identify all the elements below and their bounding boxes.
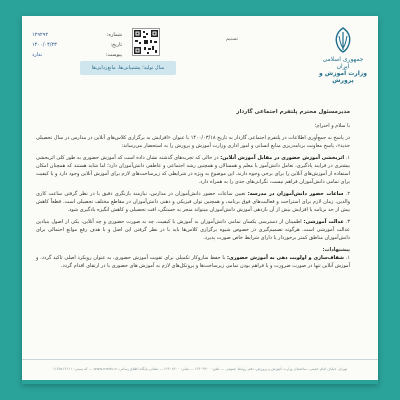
list-item: ۳. عدالت آموزشی: اطمینان از دسترسی یکسان تمامی دانش‌آموزان به آموزش با کیفیت، چه به صورت حضوری و چه آنلاین، یکی از اصول بنیادین عدالت آموزشی است. هرگونه تصمیم‌گیری در خصوص شیوه برگزاری کلاس‌ها باید با در نظر گرفتن این اصل و با هدف رفع موانع احتمالی برای دانش‌آموزان مناطق کمتر برخوردار یا دارای شرایط خاص صورت پذیرد. — [36, 219, 351, 241]
letter-page — [22, 16, 378, 384]
letter-footer — [22, 359, 378, 384]
national-emblem-icon — [328, 26, 358, 54]
intro-paragraph: در پاسخ به جمع‌آوری اطلاعات در پلتفرم اجتماعی گاردار به تاریخ ۱۴۰۰/۰۳/۱۸ با عنوان «افزایش به برگزاری کلاس‌های آنلاین در مدارس در سال تحصیلی جدید»، پاسخ معاونت برنامه‌ریزی منابع انسانی و امور اداری وزارت آموزش و پرورش را به استحضار می‌رساند: — [36, 135, 351, 149]
letter-body — [36, 108, 350, 274]
letter-header — [22, 16, 378, 96]
footer-accent-bar — [22, 380, 378, 384]
suggestion-item: ۱. شفاف‌سازی و اولویت دهی به آموزش حضوری: با حفظ سازوکار تکمیلی برای تقویت آموزش حضوری، به عنوان رویکرد اصلی تاکید گردد. و آموزش آنلاین تنها در صورت ضرورت و با فراهم بودن تمامی زیرساخت‌ها و پروتکل‌های لازم به آموزش های حضوری یا در ارتقای اقدام گردد. — [36, 255, 350, 269]
meta-values: ۱۲۹۲۹۲ ۱۴۰۰/۰۴/۲۳ ندارد — [32, 32, 57, 58]
greeting: با سلام و احترام؛ — [314, 123, 350, 129]
meta-labels: شماره: تاریخ: پیوست: — [105, 32, 122, 58]
list-item: ۱. اثربخشی آموزش حضوری در مقابل آموزش آنلاین: در حالی که تجربه‌های گذشته نشان داده است که آموزش حضوری به طور کلی اثربخشی بیشتری در فرایند یادگیری، تعامل دانش‌آموز با معلم و همسالان و همچنین رشد اجتماعی و عاطفی دانش‌آموزان دارد؛ اما شاید هستند که همچنان امکان استفاده از آموزش‌های آنلاین را برای برخی وجوه دارند. این موضوع به ویژه در شرایطی که زیرساخت‌های لازم برای آموزش آنلاین وجود دارد و یا کیفیت برای تمامی دانش‌آموزان فراهم نیست، نگرانی‌های جدی را به همراه دارد. — [36, 155, 351, 185]
list-item: ۲. ساعات حضور دانش‌آموزان در مدرسه: تعیین ساعات حضور دانش‌آموزان در مدارس، نیازمند بازنگری دقیق با در نظر گرفتن ساعت کاری والدین، زمان لازم برای استراحت و فعالیت‌های فوق برنامه، و همچنین توان فیزیکی و ذهنی دانش‌آموزان در مقاطع مختلف تحصیلی است. قطعاً کاهش بیش از حد برنامه یا افزایش بیش از آن بازدهی آموزش دانش‌آموزان میتواند منجر به خستگی، افت تحصیلی و کاهش انگیزه یادگیری شود. — [36, 191, 350, 213]
qr-code — [132, 28, 160, 56]
letter-subtag: تسنیم — [225, 36, 238, 42]
footer-address: تهران، خیابان امام خمینی، ساختمان وزارت آموزش و پرورش، دفتر روابط عمومی — تلفن: ۶۶۴۰۹۹۰۰ — نمابر: ۶۶۴۰۸۴۰۰ — نشانی پایگاه اطلاع رسانی: www.medu.ir — کد پستی: ۱۱۳۵۸۱۴۱۱۱ — [52, 367, 348, 371]
suggestions-heading: پیشنهادات: — [322, 247, 350, 253]
addressee: مدیرمسئول محترم پلتفرم اجتماعی گاردار — [236, 109, 350, 115]
ministry-name: جمهوری اسلامی ایران وزارت آموزش و پرورش — [319, 56, 367, 84]
year-slogan-banner: سال تولید؛ پشتیبانی‌ها، مانع‌زدایی‌ها — [80, 61, 176, 75]
